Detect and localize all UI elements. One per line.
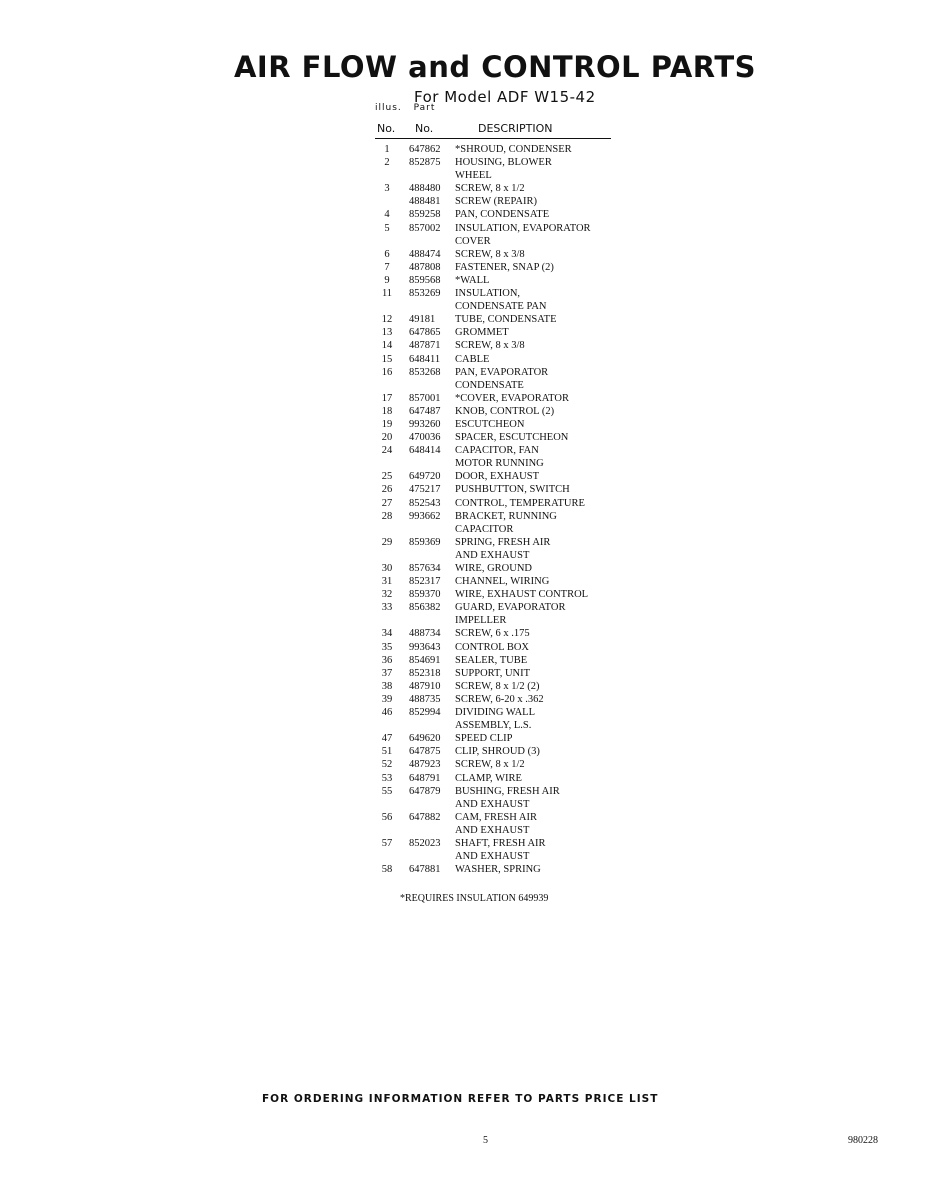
page-number: 5 [483, 1135, 488, 1146]
illus-number: 18 [381, 405, 393, 417]
illus-number: 35 [381, 641, 393, 653]
illus-number: 52 [381, 759, 393, 771]
page-title: AIR FLOW and CONTROL PARTS [233, 50, 756, 84]
part-number: 857634 [409, 563, 441, 574]
part-description: INSULATION, EVAPORATOR COVER [455, 222, 591, 247]
illus-number: 36 [381, 654, 393, 666]
part-description: *SHROUD, CONDENSER [455, 144, 572, 155]
part-description: WIRE, EXHAUST CONTROL [455, 589, 589, 601]
parts-row [375, 641, 625, 654]
part-description: SEALER, TUBE [455, 654, 528, 666]
parts-row [375, 156, 625, 182]
part-number: 647881 [409, 864, 441, 876]
description-header: DESCRIPTION [478, 122, 553, 135]
part-number: 859370 [409, 589, 441, 601]
part-description: SCREW, 8 x 1/2 [455, 759, 525, 771]
illus-number: 33 [381, 602, 393, 614]
illus-number: 55 [381, 785, 393, 797]
part-number: 854691 [409, 654, 441, 666]
illus-number: 57 [381, 837, 393, 849]
parts-row [375, 405, 625, 418]
illus-number: 9 [384, 274, 390, 286]
parts-row [375, 483, 625, 496]
parts-row [375, 680, 625, 693]
parts-row [375, 706, 625, 732]
part-description: WIRE, GROUND [455, 563, 532, 574]
part-number: 648411 [409, 353, 441, 365]
part-description: TUBE, CONDENSATE [455, 314, 557, 326]
part-description: PAN, EVAPORATOR CONDENSATE [455, 366, 549, 391]
part-number: 859258 [409, 209, 441, 221]
parts-row [375, 758, 625, 771]
part-number: 853269 [409, 288, 441, 300]
illus-number: 29 [381, 536, 393, 548]
part-description: CONTROL, TEMPERATURE [455, 497, 585, 509]
part-number: 647487 [409, 405, 441, 417]
illus-number: 27 [381, 497, 393, 509]
part-number: 859369 [409, 536, 441, 548]
parts-row [375, 693, 625, 706]
part-number: 488481 [409, 196, 441, 208]
parts-row [375, 837, 625, 863]
part-number: 993643 [409, 641, 441, 653]
part-description: CLIP, SHROUD (3) [455, 746, 540, 758]
illus-number: 53 [381, 772, 393, 784]
parts-row [375, 785, 625, 811]
part-description: *WALL [455, 274, 490, 286]
part-number: 647875 [409, 746, 441, 758]
part-number: 852875 [409, 157, 441, 169]
parts-row [375, 326, 625, 339]
illus-number: 2 [384, 157, 390, 169]
part-number: 487808 [409, 261, 441, 273]
part-number: 647879 [409, 785, 441, 797]
part-number: 488735 [409, 693, 441, 705]
part-label: Part [413, 103, 436, 113]
part-number: 853268 [409, 366, 441, 378]
parts-row [375, 353, 625, 366]
part-description: CHANNEL, WIRING [455, 576, 550, 588]
part-number: 648791 [409, 772, 441, 784]
parts-row [375, 863, 625, 876]
part-number: 487910 [409, 680, 441, 692]
part-description: SHAFT, FRESH AIR AND EXHAUST [455, 837, 546, 863]
part-number: 488480 [409, 183, 441, 195]
illus-number: 1 [384, 144, 390, 155]
illus-number: 34 [381, 628, 393, 640]
parts-row [375, 222, 625, 248]
parts-row [375, 182, 625, 195]
illus-number: 5 [384, 222, 390, 234]
parts-row [375, 208, 625, 221]
insulation-note: *REQUIRES INSULATION 649939 [400, 893, 549, 904]
part-number: 852023 [409, 837, 441, 849]
parts-row [375, 667, 625, 680]
part-number: 475217 [409, 484, 441, 496]
part-description: SCREW, 6 x .175 [455, 628, 530, 640]
illus-number: 58 [381, 864, 393, 876]
illus-number: 47 [381, 733, 393, 745]
part-number: 488474 [409, 248, 441, 260]
parts-row [375, 627, 625, 640]
illus-number: 11 [381, 288, 393, 300]
illus-number: 31 [381, 576, 393, 588]
part-description: SPRING, FRESH AIR AND EXHAUST [455, 536, 551, 561]
parts-row [375, 366, 625, 392]
part-number: 470036 [409, 432, 441, 444]
illus-number: 38 [381, 680, 393, 692]
part-description: HOUSING, BLOWER WHEEL [455, 157, 552, 182]
parts-list [375, 143, 625, 876]
parts-row [375, 287, 625, 313]
parts-row [375, 745, 625, 758]
part-number: 852994 [409, 707, 441, 719]
part-description: BUSHING, FRESH AIR AND EXHAUST [455, 785, 560, 810]
part-number: 487871 [409, 340, 441, 352]
part-description: PAN, CONDENSATE [455, 209, 550, 221]
part-number: 852318 [409, 667, 441, 679]
part-description: DOOR, EXHAUST [455, 471, 539, 483]
illus-number: 24 [381, 445, 393, 457]
parts-row [375, 392, 625, 405]
part-description: FASTENER, SNAP (2) [455, 261, 554, 273]
part-number: 648414 [409, 445, 441, 457]
illus-number: 39 [381, 693, 393, 705]
part-description: WASHER, SPRING [455, 864, 541, 876]
illus-number: 17 [381, 392, 393, 404]
part-number: 852317 [409, 576, 441, 588]
part-number: 993260 [409, 418, 441, 430]
illus-number: 25 [381, 471, 393, 483]
illus-number: 14 [381, 340, 393, 352]
part-description: ESCUTCHEON [455, 418, 525, 430]
part-number: 856382 [409, 602, 441, 614]
parts-row [375, 732, 625, 745]
parts-row [375, 588, 625, 601]
illus-number: 4 [384, 209, 390, 221]
illus-number: 12 [381, 314, 393, 326]
parts-row [375, 444, 625, 470]
part-number: 488734 [409, 628, 441, 640]
illus-number: 19 [381, 418, 393, 430]
part-number: 647862 [409, 144, 441, 155]
parts-row [375, 575, 625, 588]
illus-number: 20 [381, 432, 393, 444]
part-description: KNOB, CONTROL (2) [455, 405, 555, 417]
parts-row [375, 143, 625, 156]
part-description: SCREW, 6-20 x .362 [455, 693, 544, 705]
parts-row [375, 601, 625, 627]
illus-number: 46 [381, 707, 393, 719]
column-header [375, 122, 611, 139]
parts-row [375, 431, 625, 444]
part-no-header: No. [415, 122, 434, 135]
parts-row [375, 261, 625, 274]
part-description: SCREW (REPAIR) [455, 196, 537, 208]
illus-label: illus. [375, 103, 402, 113]
part-number: 647865 [409, 327, 441, 339]
part-number: 857001 [409, 392, 441, 404]
parts-row [375, 470, 625, 483]
part-number: 487923 [409, 759, 441, 771]
part-number: 49181 [409, 314, 436, 326]
parts-row [375, 274, 625, 287]
part-number: 647882 [409, 811, 441, 823]
part-description: SCREW, 8 x 1/2 [455, 183, 525, 195]
part-description: SPACER, ESCUTCHEON [455, 432, 569, 444]
illus-number: 56 [381, 811, 393, 823]
part-description: CAM, FRESH AIR AND EXHAUST [455, 811, 537, 836]
part-description: SCREW, 8 x 1/2 (2) [455, 680, 540, 692]
part-description: SPEED CLIP [455, 733, 513, 745]
model-subtitle: For Model ADF W15-42 [414, 88, 596, 106]
parts-row [375, 772, 625, 785]
part-number: 993662 [409, 510, 441, 522]
illus-no-header: No. [377, 122, 396, 135]
column-header-top [375, 103, 435, 113]
part-description: SUPPORT, UNIT [455, 667, 531, 679]
part-description: CAPACITOR, FAN MOTOR RUNNING [455, 445, 544, 470]
part-number: 857002 [409, 222, 441, 234]
illus-number: 3 [384, 183, 390, 195]
part-number: 852543 [409, 497, 441, 509]
parts-row [375, 497, 625, 510]
part-description: SCREW, 8 x 3/8 [455, 340, 525, 352]
ordering-footer: FOR ORDERING INFORMATION REFER TO PARTS PRICE LIST [262, 1093, 659, 1105]
parts-row [375, 248, 625, 261]
parts-row [375, 418, 625, 431]
part-description: *COVER, EVAPORATOR [455, 392, 569, 404]
part-description: GUARD, EVAPORATOR IMPELLER [455, 602, 566, 627]
part-description: DIVIDING WALL ASSEMBLY, L.S. [455, 707, 535, 732]
part-description: CONTROL BOX [455, 641, 529, 653]
illus-number: 6 [384, 248, 390, 260]
parts-row [375, 654, 625, 667]
part-description: INSULATION, CONDENSATE PAN [455, 288, 547, 313]
part-description: SCREW, 8 x 3/8 [455, 248, 525, 260]
illus-number: 30 [381, 563, 393, 574]
parts-row [375, 811, 625, 837]
illus-number: 13 [381, 327, 393, 339]
part-description: CABLE [455, 353, 490, 365]
part-description: CLAMP, WIRE [455, 772, 522, 784]
part-description: PUSHBUTTON, SWITCH [455, 484, 570, 496]
parts-row [375, 339, 625, 352]
part-description: BRACKET, RUNNING CAPACITOR [455, 510, 557, 535]
parts-row [375, 510, 625, 536]
parts-row [375, 562, 625, 575]
part-number: 859568 [409, 274, 441, 286]
illus-number: 26 [381, 484, 393, 496]
illus-number: 16 [381, 366, 393, 378]
part-description: GROMMET [455, 327, 509, 339]
illus-number: 32 [381, 589, 393, 601]
illus-number: 7 [384, 261, 390, 273]
part-number: 649620 [409, 733, 441, 745]
illus-number: 15 [381, 353, 393, 365]
parts-row [375, 195, 625, 208]
illus-number: 28 [381, 510, 393, 522]
parts-row [375, 536, 625, 562]
part-number: 649720 [409, 471, 441, 483]
illus-number: 37 [381, 667, 393, 679]
parts-row [375, 313, 625, 326]
document-number: 980228 [848, 1135, 878, 1146]
illus-number: 51 [381, 746, 393, 758]
